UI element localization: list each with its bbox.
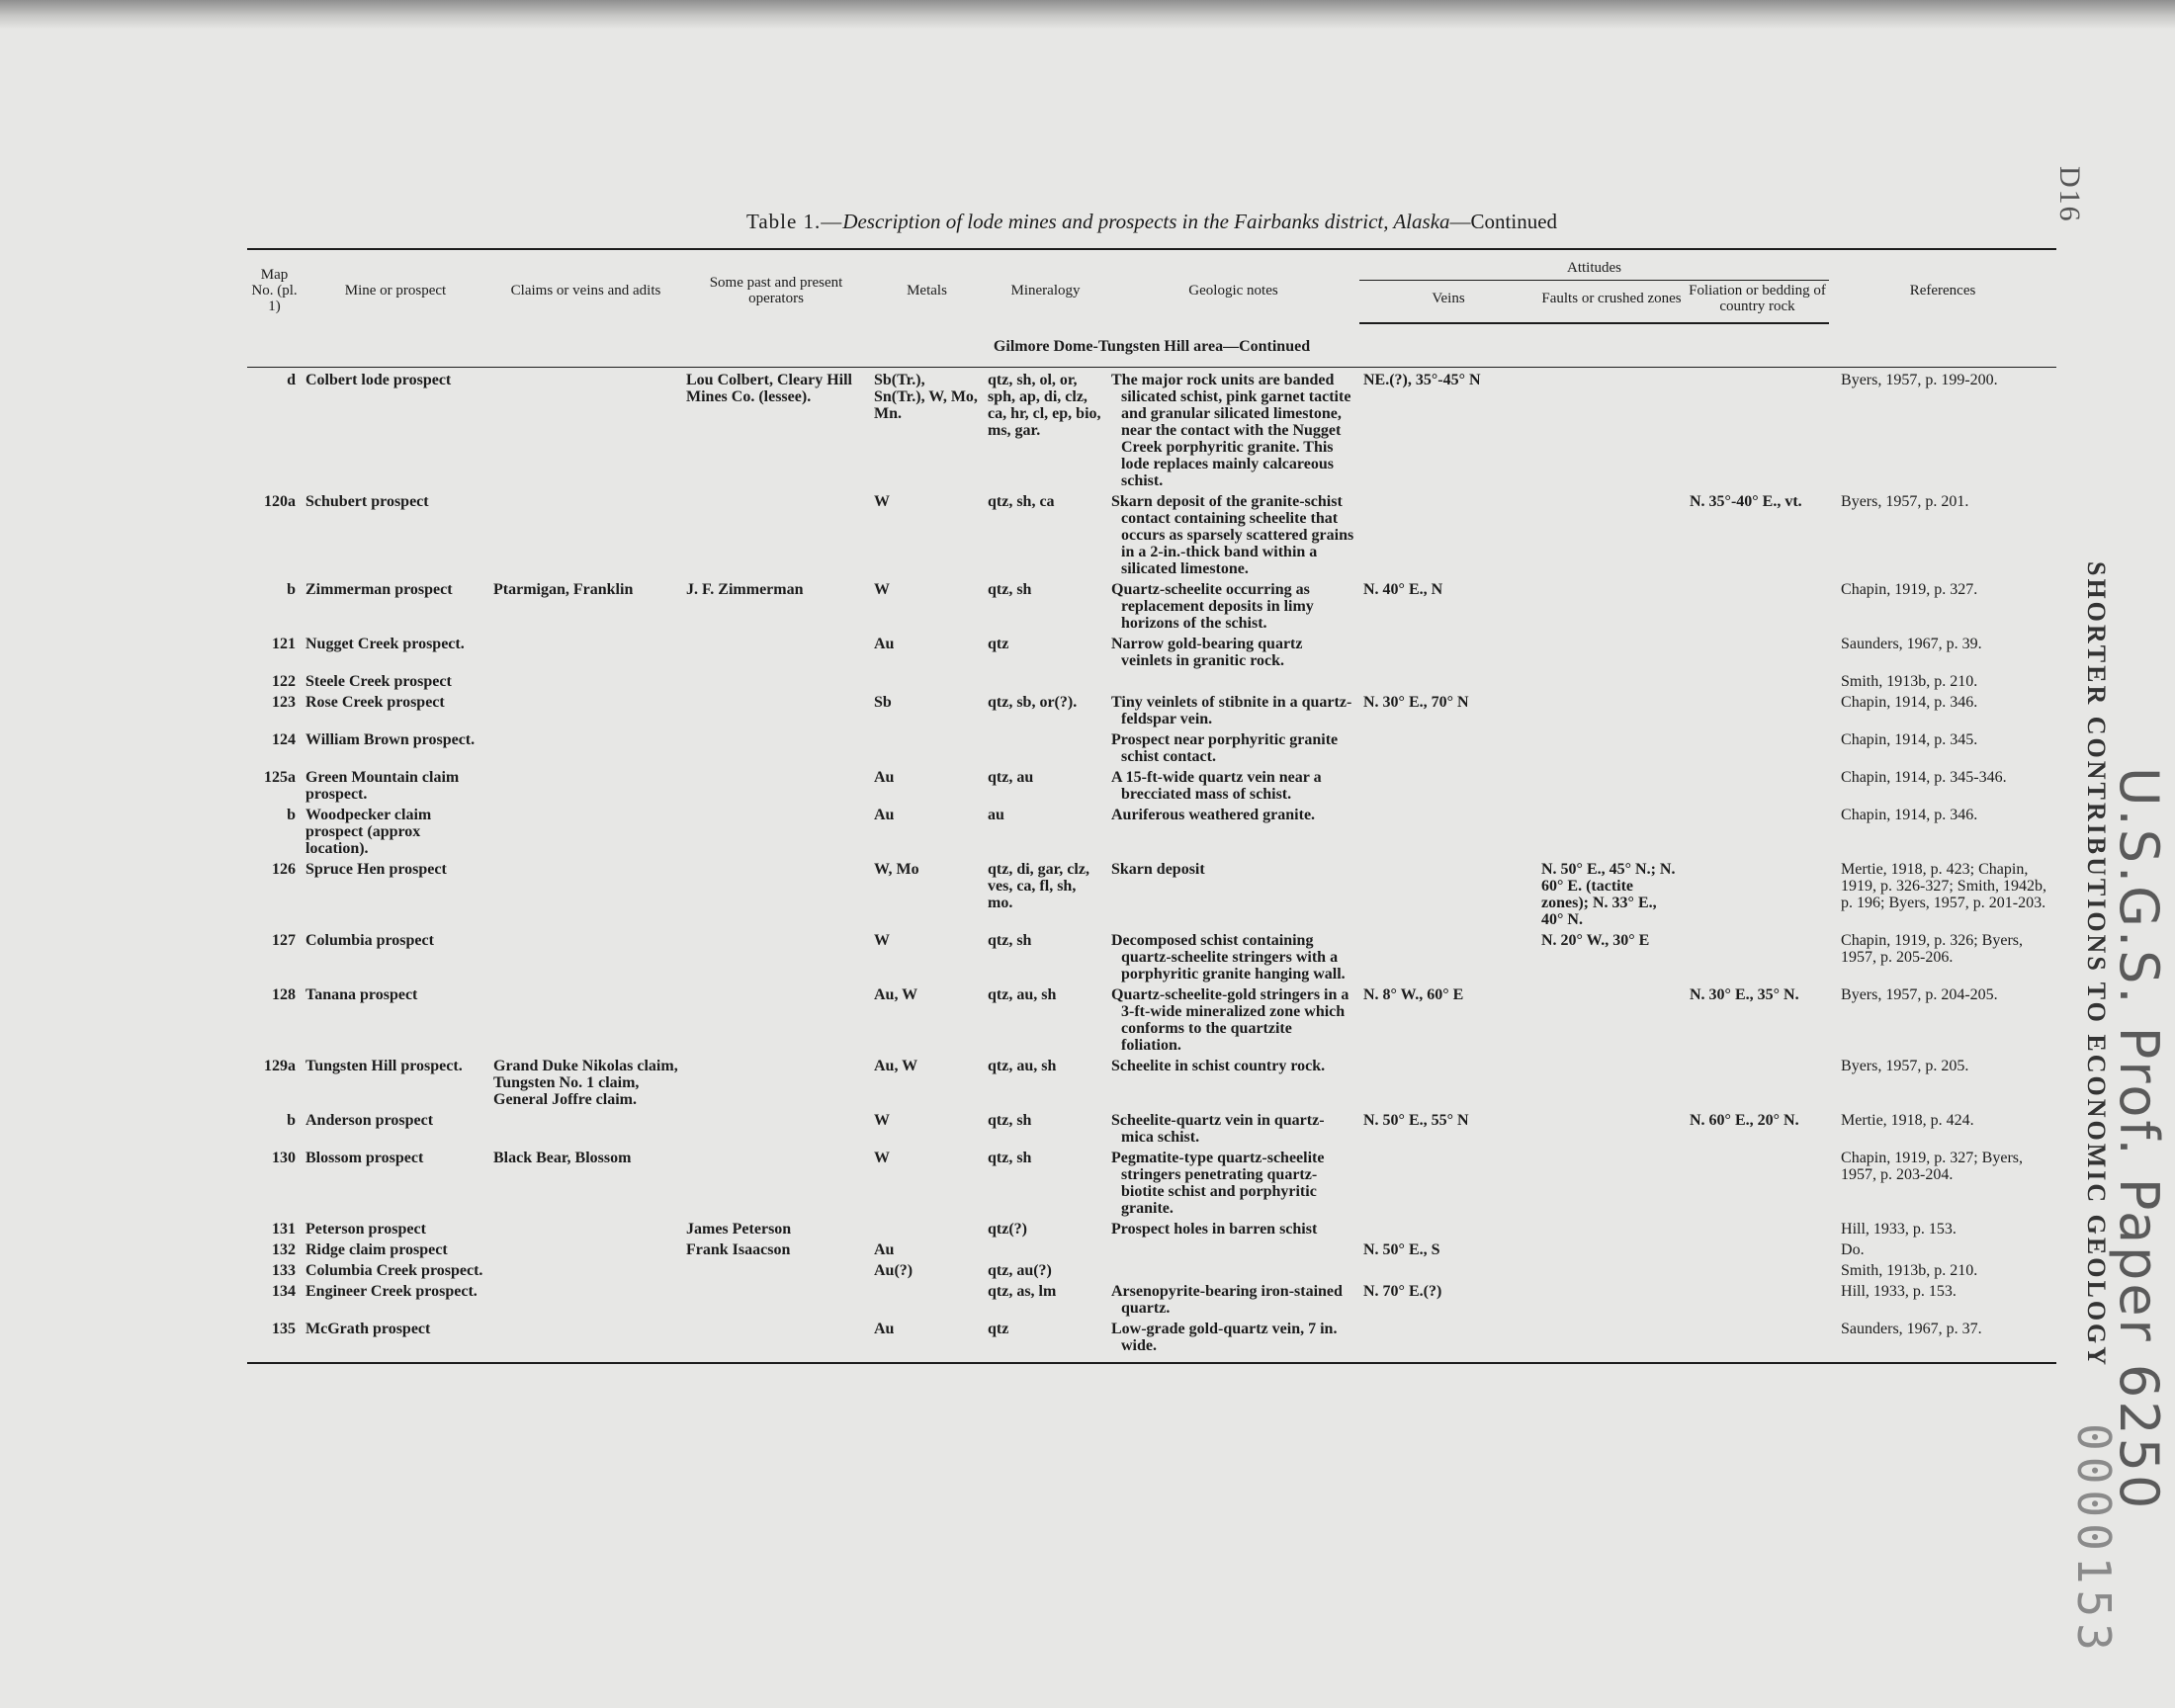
header-foliation: Foliation or bedding of country rock (1686, 281, 1829, 324)
mine-cell: Woodpecker claim prospect (approx location). (305, 807, 432, 857)
table-bottom-border (247, 1354, 2056, 1363)
reference-cell: Hill, 1933, p. 153. (1841, 1283, 1957, 1300)
header-faults: Faults or crushed zones (1537, 281, 1686, 324)
mineralogy-cell (984, 669, 1107, 690)
operators-cell (682, 1258, 870, 1279)
header-attitudes: Attitudes (1359, 249, 1829, 281)
operators-cell (682, 857, 870, 928)
veins-cell (1359, 928, 1537, 982)
claims-cell (489, 1217, 682, 1238)
mine-cell: Columbia Creek prospect. (305, 1262, 483, 1279)
mineralogy-cell: qtz, as, lm (988, 1283, 1057, 1300)
mine-cell: Rose Creek prospect (305, 694, 445, 711)
faults-cell (1537, 1054, 1686, 1108)
mine-cell: Peterson prospect (305, 1221, 426, 1238)
claims-cell (489, 1279, 682, 1317)
geologic-notes-cell: Scheelite-quartz vein in quartz-mica schist. (1111, 1112, 1325, 1146)
mineralogy-cell: qtz, sh (988, 1112, 1032, 1129)
faults-cell (1537, 669, 1686, 690)
map-no-cell: 135 (272, 1321, 296, 1337)
foliation-cell (1686, 1146, 1829, 1217)
geologic-notes-cell: A 15-ft-wide quartz vein near a brecciated mass of schist. (1111, 769, 1322, 803)
veins-cell (1359, 1054, 1537, 1108)
foliation-cell (1686, 632, 1829, 669)
veins-cell: NE.(?), 35°-45° N (1363, 372, 1481, 388)
mine-cell: Spruce Hen prospect (305, 861, 447, 878)
operators-cell (682, 1146, 870, 1217)
table-row (247, 669, 2056, 690)
operators-cell (682, 489, 870, 577)
reference-cell: Smith, 1913b, p. 210. (1841, 673, 1978, 690)
foliation-cell (1686, 727, 1829, 765)
claims-cell: Ptarmigan, Franklin (493, 581, 634, 598)
mine-cell: Colbert lode prospect (305, 372, 452, 388)
document-body (247, 210, 2056, 1364)
header-operators: Some past and present operators (682, 249, 870, 323)
reference-cell: Chapin, 1919, p. 327. (1841, 581, 1978, 598)
operators-cell: J. F. Zimmerman (686, 581, 804, 598)
veins-cell: N. 30° E., 70° N (1363, 694, 1469, 711)
reference-cell: Mertie, 1918, p. 424. (1841, 1112, 1974, 1129)
map-no-cell: b (287, 1112, 296, 1129)
foliation-cell (1686, 368, 1829, 490)
geologic-notes-cell: Skarn deposit of the granite-schist contact containing scheelite that occurs as sparsely scattered grains in a 2-in.-thick band within a silicated limestone. (1111, 493, 1354, 577)
table-row (247, 857, 2056, 928)
scan-edge-shadow (0, 0, 2175, 30)
mine-cell: William Brown prospect. (305, 731, 476, 748)
faults-cell: N. 20° W., 30° E (1541, 932, 1650, 949)
faults-cell: N. 50° E., 45° N.; N. 60° E. (tactite zones); N. 33° E., 40° N. (1541, 861, 1676, 928)
map-no-cell: b (287, 581, 296, 598)
reference-cell: Hill, 1933, p. 153. (1841, 1221, 1957, 1238)
faults-cell (1537, 1258, 1686, 1279)
faults-cell (1537, 632, 1686, 669)
mineralogy-cell: qtz, au, sh (988, 1058, 1057, 1074)
faults-cell (1537, 982, 1686, 1054)
running-head: SHORTER CONTRIBUTIONS TO ECONOMIC GEOLOGY (2082, 561, 2111, 1369)
header-geologic-notes: Geologic notes (1107, 249, 1359, 323)
header-metals: Metals (870, 249, 984, 323)
metals-cell: W (874, 1150, 890, 1166)
mineralogy-cell: qtz, au (988, 769, 1034, 786)
geologic-notes-cell: Quartz-scheelite occurring as replacement deposits in limy horizons of the schist. (1111, 581, 1314, 632)
veins-cell (1359, 857, 1537, 928)
mine-cell: Schubert prospect (305, 493, 429, 510)
mineralogy-cell: qtz, sh (988, 581, 1032, 598)
foliation-cell (1686, 765, 1829, 803)
foliation-cell (1686, 577, 1829, 632)
operators-cell: Frank Isaacson (686, 1241, 791, 1258)
foliation-cell: N. 35°-40° E., vt. (1690, 493, 1802, 510)
veins-cell (1359, 1317, 1537, 1354)
reference-cell: Mertie, 1918, p. 423; Chapin, 1919, p. 326-327; Smith, 1942b, p. 196; Byers, 1957, p. 201-203. (1841, 861, 2047, 911)
table-row (247, 928, 2056, 982)
map-no-cell: 126 (272, 861, 296, 878)
metals-cell: Au (874, 636, 895, 652)
foliation-cell (1686, 803, 1829, 857)
table-row (247, 1146, 2056, 1217)
faults-cell (1537, 765, 1686, 803)
geologic-notes-cell (1107, 669, 1359, 690)
geologic-notes-cell: Decomposed schist containing quartz-scheelite stringers with a porphyritic granite hanging wall. (1111, 932, 1346, 982)
veins-cell (1359, 1146, 1537, 1217)
table-body (247, 323, 2056, 1363)
foliation-cell: N. 30° E., 35° N. (1690, 986, 1799, 1003)
section-heading: Gilmore Dome-Tungsten Hill area—Continued (247, 323, 2056, 368)
claims-cell (489, 982, 682, 1054)
faults-cell (1537, 1317, 1686, 1354)
foliation-cell (1686, 669, 1829, 690)
metals-cell: Sb(Tr.), Sn(Tr.), W, Mo, Mn. (874, 372, 978, 422)
mineralogy-cell: qtz, sh, ca (988, 493, 1055, 510)
claims-cell (489, 1238, 682, 1258)
table-end-rule (247, 1354, 2056, 1363)
claims-cell: Grand Duke Nikolas claim, Tungsten No. 1 claim, General Joffre claim. (493, 1058, 678, 1108)
claims-cell (489, 1108, 682, 1146)
map-no-cell: 123 (272, 694, 296, 711)
foliation-cell (1686, 1317, 1829, 1354)
operators-cell (682, 1054, 870, 1108)
claims-cell (489, 632, 682, 669)
faults-cell (1537, 1279, 1686, 1317)
operators-cell (682, 803, 870, 857)
header-claims: Claims or veins and adits (489, 249, 682, 323)
geologic-notes-cell: Tiny veinlets of stibnite in a quartz-feldspar vein. (1111, 694, 1352, 727)
table-row (247, 1317, 2056, 1354)
geologic-notes-cell: Quartz-scheelite-gold stringers in a 3-ft-wide mineralized zone which conforms to the quartzite foliation. (1111, 986, 1349, 1054)
map-no-cell: 128 (272, 986, 296, 1003)
geologic-notes-cell: Prospect near porphyritic granite schist contact. (1111, 731, 1339, 765)
mine-cell: Tanana prospect (305, 986, 418, 1003)
mine-cell: Anderson prospect (305, 1112, 434, 1129)
table-row (247, 1238, 2056, 1258)
geologic-notes-cell: The major rock units are banded silicated schist, pink garnet tactite and granular silicated limestone, near the contact with the Nugget Creek porphyritic granite. This lode replaces mainly calcareous schist. (1111, 372, 1351, 489)
header-mine: Mine or prospect (302, 249, 489, 323)
foliation-cell (1686, 928, 1829, 982)
claims-cell (489, 489, 682, 577)
mine-cell: Blossom prospect (305, 1150, 424, 1166)
mine-cell: Columbia prospect (305, 932, 434, 949)
map-no-cell: 132 (272, 1241, 296, 1258)
operators-cell (682, 1108, 870, 1146)
table-title-suffix: —Continued (1449, 210, 1558, 233)
foliation-cell (1686, 1279, 1829, 1317)
reference-cell: Do. (1841, 1241, 1865, 1258)
veins-cell: N. 70° E.(?) (1363, 1283, 1442, 1300)
metals-cell (870, 727, 984, 765)
veins-cell (1359, 1217, 1537, 1238)
foliation-cell (1686, 857, 1829, 928)
foliation-cell (1686, 1054, 1829, 1108)
mine-cell: Engineer Creek prospect. (305, 1283, 478, 1300)
header-references: References (1829, 249, 2056, 323)
table-row (247, 368, 2056, 490)
mine-cell: Steele Creek prospect (305, 673, 452, 690)
claims-cell (489, 669, 682, 690)
operators-cell (682, 982, 870, 1054)
metals-cell: Au (874, 807, 895, 823)
veins-cell: N. 8° W., 60° E (1363, 986, 1464, 1003)
geologic-notes-cell (1107, 1238, 1359, 1258)
faults-cell (1537, 1146, 1686, 1217)
claims-cell (489, 368, 682, 490)
metals-cell: W (874, 581, 890, 598)
veins-cell (1359, 1258, 1537, 1279)
faults-cell (1537, 1238, 1686, 1258)
map-no-cell: 134 (272, 1283, 296, 1300)
reference-cell: Smith, 1913b, p. 210. (1841, 1262, 1978, 1279)
foliation-cell (1686, 690, 1829, 727)
table-title (247, 210, 2056, 234)
metals-cell (870, 669, 984, 690)
mineralogy-cell: qtz, sh (988, 932, 1032, 949)
map-no-cell: 127 (272, 932, 296, 949)
geologic-notes-cell: Arsenopyrite-bearing iron-stained quartz. (1111, 1283, 1343, 1317)
map-no-cell: 130 (272, 1150, 296, 1166)
mineralogy-cell: qtz, sh (988, 1150, 1032, 1166)
faults-cell (1537, 368, 1686, 490)
reference-cell: Chapin, 1914, p. 346. (1841, 807, 1978, 823)
reference-cell: Byers, 1957, p. 205. (1841, 1058, 1969, 1074)
reference-cell: Byers, 1957, p. 199-200. (1841, 372, 1998, 388)
table-row (247, 727, 2056, 765)
claims-cell (489, 1317, 682, 1354)
claims-cell: Black Bear, Blossom (493, 1150, 632, 1166)
table-title-lead: Table 1.— (745, 210, 843, 233)
operators-cell (682, 690, 870, 727)
reference-cell: Saunders, 1967, p. 37. (1841, 1321, 1982, 1337)
table-row (247, 690, 2056, 727)
faults-cell (1537, 727, 1686, 765)
claims-cell (489, 765, 682, 803)
metals-cell: Au (874, 1241, 895, 1258)
veins-cell (1359, 765, 1537, 803)
map-no-cell: 131 (272, 1221, 296, 1238)
claims-cell (489, 857, 682, 928)
mineralogy-cell: qtz, au(?) (988, 1262, 1052, 1279)
metals-cell: W, Mo (874, 861, 919, 878)
map-no-cell: 124 (272, 731, 296, 748)
header-mineralogy: Mineralogy (984, 249, 1107, 323)
table-row (247, 577, 2056, 632)
metals-cell: Sb (874, 694, 892, 711)
mineralogy-cell: qtz(?) (988, 1221, 1027, 1238)
mine-cell: Zimmerman prospect (305, 581, 453, 598)
metals-cell: Au, W (874, 986, 918, 1003)
map-no-cell: 122 (272, 673, 296, 690)
table-title-description: Description of lode mines and prospects in the Fairbanks district, Alaska (842, 210, 1450, 233)
geologic-notes-cell: Narrow gold-bearing quartz veinlets in granitic rock. (1111, 636, 1303, 669)
claims-cell (489, 928, 682, 982)
table-row (247, 765, 2056, 803)
map-no-cell: b (287, 807, 296, 823)
geologic-notes-cell: Auriferous weathered granite. (1111, 807, 1316, 823)
table-row (247, 489, 2056, 577)
reference-cell: Chapin, 1919, p. 326; Byers, 1957, p. 205-206. (1841, 932, 2024, 966)
mine-cell: Nugget Creek prospect. (305, 636, 465, 652)
map-no-cell: d (287, 372, 296, 388)
map-no-cell: 121 (272, 636, 296, 652)
veins-cell (1359, 489, 1537, 577)
faults-cell (1537, 1108, 1686, 1146)
metals-cell: W (874, 493, 890, 510)
foliation-cell (1686, 1217, 1829, 1238)
faults-cell (1537, 1217, 1686, 1238)
mine-cell: Green Mountain claim prospect. (305, 769, 460, 803)
geologic-notes-cell: Low-grade gold-quartz vein, 7 in. wide. (1111, 1321, 1338, 1354)
mineralogy-cell: au (988, 807, 1004, 823)
reference-cell: Byers, 1957, p. 204-205. (1841, 986, 1998, 1003)
reference-cell: Chapin, 1914, p. 346. (1841, 694, 1978, 711)
map-no-cell: 129a (264, 1058, 296, 1074)
geologic-notes-cell: Skarn deposit (1111, 861, 1205, 878)
mineralogy-cell: qtz, sh, ol, or, sph, ap, di, clz, ca, hr, cl, ep, bio, ms, gar. (988, 372, 1101, 439)
veins-cell (1359, 803, 1537, 857)
operators-cell (682, 928, 870, 982)
header-map-no: Map No. (pl. 1) (247, 249, 302, 323)
handwritten-note: U.S.G.S. Prof. Paper 6250 (2108, 767, 2170, 1512)
metals-cell: Au (874, 769, 895, 786)
veins-cell (1359, 632, 1537, 669)
geologic-notes-cell (1107, 1258, 1359, 1279)
lode-mines-table (247, 248, 2056, 1364)
veins-cell: N. 50° E., 55° N (1363, 1112, 1469, 1129)
operators-cell (682, 669, 870, 690)
claims-cell (489, 1258, 682, 1279)
faults-cell (1537, 803, 1686, 857)
mine-cell: McGrath prospect (305, 1321, 431, 1337)
veins-cell (1359, 727, 1537, 765)
reference-cell: Chapin, 1914, p. 345-346. (1841, 769, 2007, 786)
mine-cell: Tungsten Hill prospect. (305, 1058, 463, 1074)
reference-cell: Saunders, 1967, p. 39. (1841, 636, 1982, 652)
reference-cell: Chapin, 1919, p. 327; Byers, 1957, p. 203-204. (1841, 1150, 2024, 1183)
foliation-cell (1686, 1238, 1829, 1258)
geologic-notes-cell: Pegmatite-type quartz-scheelite stringers penetrating quartz-biotite schist and porphyritic granite. (1111, 1150, 1325, 1217)
operators-cell (682, 1279, 870, 1317)
page-number: D16 (2053, 166, 2086, 223)
metals-cell: W (874, 1112, 890, 1129)
header-veins: Veins (1359, 281, 1537, 324)
veins-cell (1359, 669, 1537, 690)
faults-cell (1537, 489, 1686, 577)
claims-cell (489, 803, 682, 857)
operators-cell: James Peterson (686, 1221, 792, 1238)
geologic-notes-cell: Prospect holes in barren schist (1111, 1221, 1318, 1238)
metals-cell: Au(?) (874, 1262, 914, 1279)
reference-cell: Chapin, 1914, p. 345. (1841, 731, 1978, 748)
mineralogy-cell (984, 1238, 1107, 1258)
map-no-cell: 120a (264, 493, 296, 510)
metals-cell: Au (874, 1321, 895, 1337)
section-row (247, 323, 2056, 368)
operators-cell (682, 632, 870, 669)
table-row (247, 1054, 2056, 1108)
veins-cell: N. 50° E., S (1363, 1241, 1440, 1258)
operators-cell (682, 727, 870, 765)
mineralogy-cell (984, 727, 1107, 765)
mineralogy-cell: qtz, au, sh (988, 986, 1057, 1003)
faults-cell (1537, 577, 1686, 632)
metals-cell: W (874, 932, 890, 949)
foliation-cell: N. 60° E., 20° N. (1690, 1112, 1799, 1129)
map-no-cell: 125a (264, 769, 296, 786)
mineralogy-cell: qtz (988, 636, 1009, 652)
claims-cell (489, 727, 682, 765)
operators-cell (682, 765, 870, 803)
foliation-cell (1686, 1258, 1829, 1279)
metals-cell (870, 1279, 984, 1317)
metals-cell (870, 1217, 984, 1238)
table-row (247, 1258, 2056, 1279)
table-row (247, 982, 2056, 1054)
mine-cell: Ridge claim prospect (305, 1241, 448, 1258)
table-row (247, 1108, 2056, 1146)
mineralogy-cell: qtz (988, 1321, 1009, 1337)
claims-cell (489, 690, 682, 727)
veins-cell: N. 40° E., N (1363, 581, 1443, 598)
table-row (247, 632, 2056, 669)
stamp-number: 0000153 (2067, 1423, 2121, 1657)
reference-cell: Byers, 1957, p. 201. (1841, 493, 1969, 510)
metals-cell: Au, W (874, 1058, 918, 1074)
map-no-cell: 133 (272, 1262, 296, 1279)
operators-cell: Lou Colbert, Cleary Hill Mines Co. (lessee). (686, 372, 852, 405)
mineralogy-cell: qtz, di, gar, clz, ves, ca, fl, sh, mo. (988, 861, 1089, 911)
geologic-notes-cell: Scheelite in schist country rock. (1111, 1058, 1326, 1074)
table-row (247, 1217, 2056, 1238)
faults-cell (1537, 690, 1686, 727)
operators-cell (682, 1317, 870, 1354)
table-row (247, 1279, 2056, 1317)
mineralogy-cell: qtz, sb, or(?). (988, 694, 1078, 711)
table-row (247, 803, 2056, 857)
